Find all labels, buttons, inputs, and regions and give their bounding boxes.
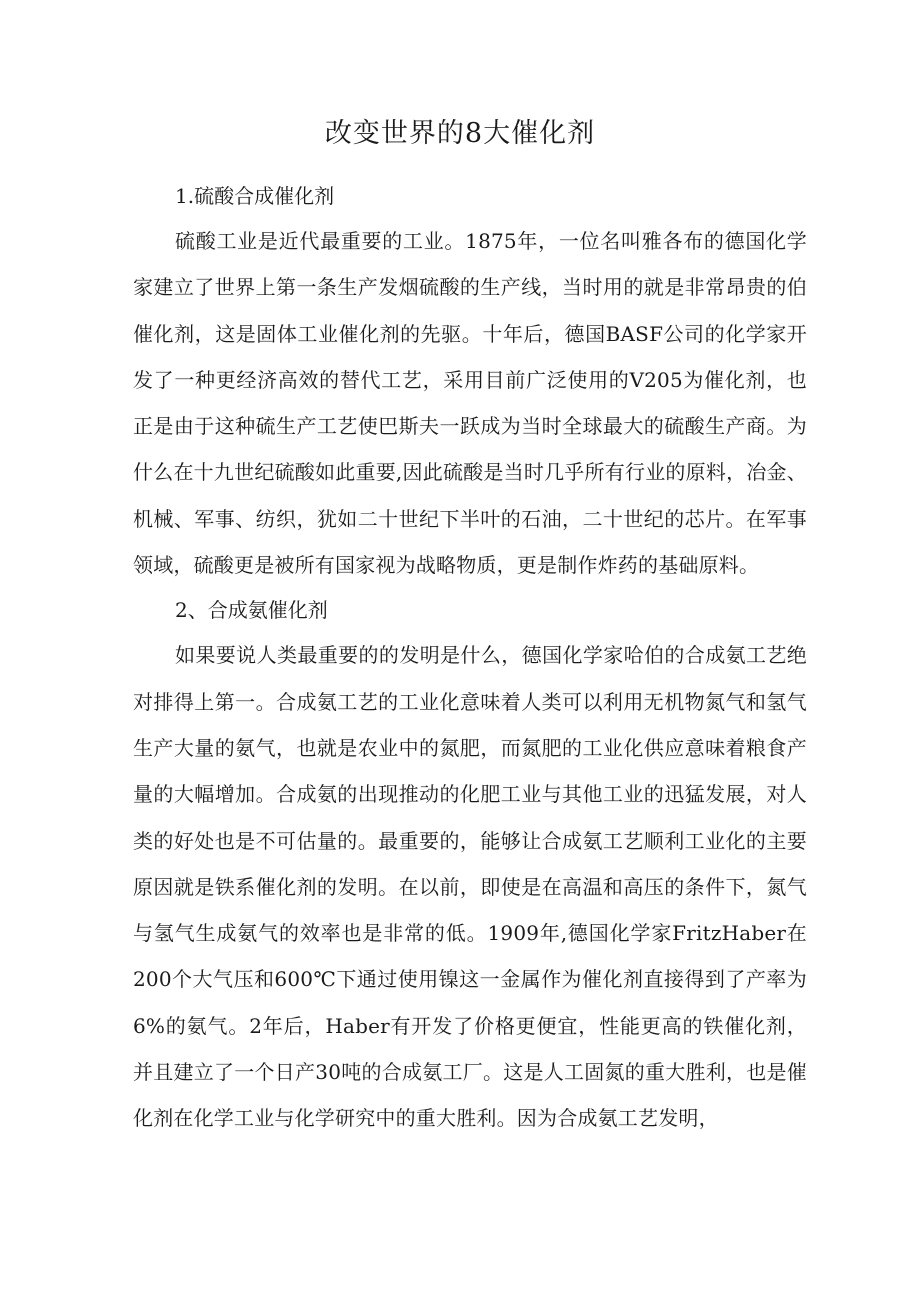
section-heading-sulfuric-acid: 1.硫酸合成催化剂 [175, 184, 335, 208]
section-paragraph-ammonia: 如果要说人类最重要的的发明是什么，德国化学家哈伯的合成氨工艺绝对排得上第一。合成氨工艺的工业化意味着人类可以利用无机物氮气和氢气生产大量的氨气，也就是农业中的氮肥，而氮肥的工业化供应意味着粮食产量的大幅增加。合成氨的出现推动的化肥工业与其他工业的迅猛发展，对人类的好处也是不可估量的。最重要的，能够让合成氨工艺顺利工业化的主要原因就是铁系催化剂的发明。在以前，即使是在高温和高压的条件下，氮气与氢气生成氨气的效率也是非常的低。1909年,德国化学家FritzHaber在200个大气压和600℃下通过使用镍这一金属作为催化剂直接得到了产率为6%的氨气。2年后，Haber有开发了价格更便宜，性能更高的铁催化剂，并且建立了一个日产30吨的合成氨工厂。这是人工固氮的重大胜利，也是催化剂在化学工业与化学研究中的重大胜利。因为合成氨工艺发明， [133, 643, 807, 1131]
document-body [133, 174, 807, 1142]
section-paragraph-sulfuric-acid: 硫酸工业是近代最重要的工业。1875年，一位名叫雅各布的德国化学家建立了世界上第一条生产发烟硫酸的生产线，当时用的就是非常昂贵的伯催化剂，这是固体工业催化剂的先驱。十年后，德国BASF公司的化学家开发了一种更经济高效的替代工艺，采用目前广泛使用的V205为催化剂，也正是由于这种硫生产工艺使巴斯夫一跃成为当时全球最大的硫酸生产商。为什么在十九世纪硫酸如此重要,因此硫酸是当时几乎所有行业的原料，冶金、机械、军事、纺织，犹如二十世纪下半叶的石油，二十世纪的芯片。在军事领域，硫酸更是被所有国家视为战略物质，更是制作炸药的基础原料。 [133, 229, 807, 578]
document-title: 改变世界的8大催化剂 [324, 118, 596, 149]
section-heading-ammonia: 2、合成氨催化剂 [175, 598, 328, 623]
